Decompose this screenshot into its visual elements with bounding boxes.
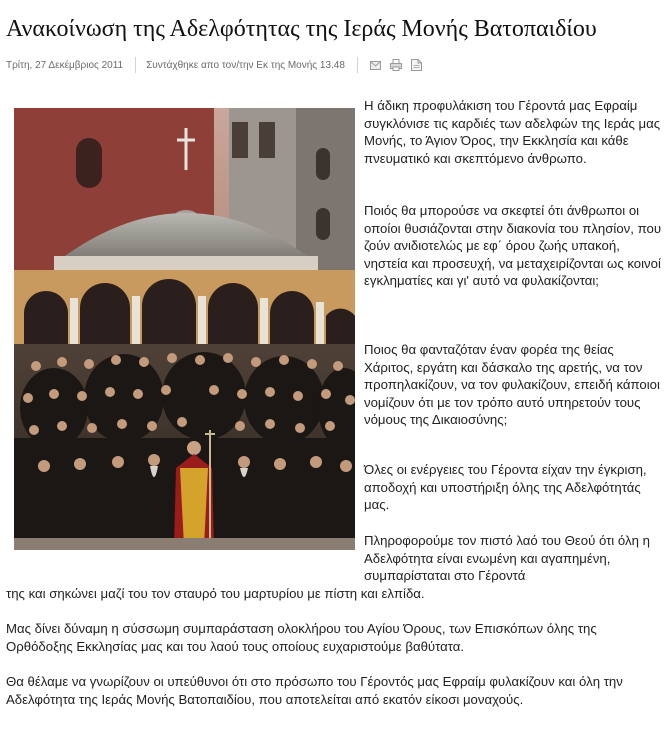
print-icon[interactable]: [390, 59, 402, 71]
article-meta: [6, 57, 422, 73]
author-line: Συντάχθηκε απο τον/την Εκ της Μονής 13.48: [146, 59, 345, 71]
article-paragraph: Μας δίνει δύναμη η σύσσωμη συμπαράσταση ολοκλήρου του Αγίου Όρους, των Επισκόπων όλης της Ορθόδοξης Εκκλησίας μας και του λαού τους οποίους ευχαριστούμε βαθύτατα.: [6, 621, 597, 654]
meta-divider: [357, 57, 358, 73]
article-paragraph: Πληροφορούμε τον πιστό λαό του Θεού ότι όλη η Αδελφότητα είναι ενωμένη και αγαπημένη, συμπαρίσταται στο Γέροντά: [364, 533, 650, 583]
article-paragraph: Ποιος θα φανταζόταν έναν φορέα της θείας Χάριτος, εργάτη και δάσκαλο της αρετής, να τον προπηλακίζουν, να τον φυλακίζουν, επειδή κάποιοι νομίζουν ότι με τον τρόπο αυτό υπηρετούν τους νόμους της Δικαιοσύνης;: [364, 342, 660, 427]
article-paragraph: Θα θέλαμε να γνωρίζουν οι υπεύθυνοι ότι στο πρόσωπο του Γέροντός μας Εφραίμ φυλακίζουν και όλη την Αδελφότητα της Ιεράς Μονής Βατοπαιδίου, που αποτελείται από εκατόν είκοσι μοναχούς.: [6, 674, 623, 707]
brotherhood-photo: [14, 108, 355, 550]
article-paragraph: Η άδικη προφυλάκιση του Γέροντά μας Εφραίμ συγκλόνισε τις καρδιές των αδελφών της Ιεράς μας Μονής, το Άγιον Όρος, την Εκκλησία και κάθε πνευματικό και σκεπτόμενο άνθρωπο.: [364, 98, 661, 166]
publish-date: Τρίτη, 27 Δεκέμβριος 2011: [6, 59, 124, 71]
email-icon[interactable]: [370, 61, 381, 70]
article-paragraph: Ποιός θα μπορούσε να σκεφτεί ότι άνθρωποι οι οποίοι θυσιάζονται στην διακονία του πλησίον, που ζούν ανιδιοτελώς με εφ΄ όρου ζωής υπακοή, νηστεία και προσευχή, να μεταχειρίζονται ως κοινοί εγκληματίες και γι' αυτό να φυλακίζονται;: [364, 203, 662, 288]
page-title: Ανακοίνωση της Αδελφότητας της Ιεράς Μονής Βατοπαιδίου: [6, 16, 597, 42]
pdf-icon[interactable]: [411, 59, 422, 71]
article-tools: [370, 59, 422, 71]
article-paragraph: της και σηκώνει μαζί του τον σταυρό του μαρτυρίου με πίστη και ελπίδα.: [6, 586, 425, 601]
article-paragraph: Όλες οι ενέργειες του Γέροντα είχαν την έγκριση, αποδοχή και υποστήριξη όλης της Αδελφότητάς μας.: [364, 462, 647, 512]
meta-divider: [135, 57, 136, 73]
